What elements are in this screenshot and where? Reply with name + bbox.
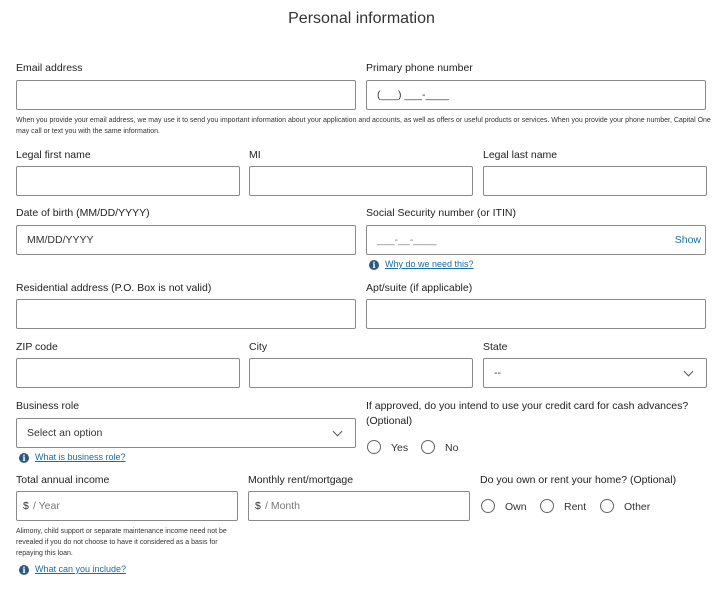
phone-field[interactable]	[366, 80, 706, 110]
last-name-label: Legal last name	[483, 149, 558, 161]
home-rent-label: Rent	[564, 501, 587, 513]
income-help-link[interactable]: What can you include?	[35, 564, 127, 574]
ssn-field[interactable]	[366, 225, 706, 255]
home-other-label: Other	[624, 501, 651, 513]
ssn-label: Social Security number (or ITIN)	[366, 207, 516, 219]
email-field[interactable]	[16, 80, 356, 110]
rent-prefix: $	[255, 500, 261, 512]
home-own-radio[interactable]	[481, 499, 495, 513]
contact-disclaimer: When you provide your email address, we may use it to send you important information about your application and accounts, as well as offers or useful products or services. When you provide your phone number, Capital One may call or text you with the same information.	[16, 117, 711, 135]
income-prefix: $	[23, 500, 29, 512]
city-label: City	[249, 341, 268, 353]
city-field[interactable]	[249, 358, 473, 388]
mi-field[interactable]	[249, 166, 473, 196]
phone-mask: (___) ___-____	[377, 89, 449, 101]
chevron-down-icon	[684, 367, 694, 377]
ssn-mask: ___-__-____	[377, 234, 437, 246]
income-note: Alimony, child support or separate maintenance income need not be revealed if you do not choose to have it considered as a basis for repaying this loan.	[16, 528, 227, 557]
rent-field[interactable]	[248, 491, 470, 521]
state-selected: --	[494, 367, 501, 379]
zip-label: ZIP code	[16, 341, 58, 353]
last-name-field[interactable]	[483, 166, 707, 196]
dob-label: Date of birth (MM/DD/YYYY)	[16, 207, 150, 219]
home-label: Do you own or rent your home? (Optional)	[480, 474, 677, 486]
chevron-down-icon	[333, 427, 343, 437]
ssn-show-button[interactable]: Show	[674, 234, 701, 246]
first-name-label: Legal first name	[16, 149, 91, 161]
page-title: Personal information	[288, 10, 435, 27]
cash-advance-yes-radio[interactable]	[367, 440, 381, 454]
state-select[interactable]	[483, 358, 707, 388]
apt-label: Apt/suite (if applicable)	[366, 282, 473, 294]
phone-label: Primary phone number	[366, 62, 473, 74]
cash-advance-label: If approved, do you intend to use your credit card for cash advances?	[366, 400, 689, 412]
home-own-label: Own	[505, 501, 527, 513]
rent-label: Monthly rent/mortgage	[248, 474, 354, 486]
business-role-selected: Select an option	[27, 427, 103, 439]
business-role-help-link[interactable]: What is business role?	[35, 452, 126, 462]
business-role-select[interactable]	[16, 418, 356, 448]
cash-advance-no-radio[interactable]	[421, 440, 435, 454]
state-label: State	[483, 341, 508, 353]
info-icon: i	[19, 453, 29, 463]
apt-field[interactable]	[366, 299, 706, 329]
dob-placeholder: MM/DD/YYYY	[27, 234, 94, 246]
mi-label: MI	[249, 149, 261, 161]
cash-advance-no-label: No	[445, 442, 459, 454]
why-need-link[interactable]: Why do we need this?	[385, 259, 474, 269]
home-rent-radio[interactable]	[540, 499, 554, 513]
dob-field[interactable]	[16, 225, 356, 255]
zip-field[interactable]	[16, 358, 240, 388]
cash-advance-optional: (Optional)	[366, 415, 413, 427]
first-name-field[interactable]	[16, 166, 240, 196]
info-icon: i	[19, 565, 29, 575]
address-field[interactable]	[16, 299, 356, 329]
income-placeholder: / Year	[33, 500, 60, 512]
rent-placeholder: / Month	[265, 500, 301, 512]
info-icon: i	[369, 260, 379, 270]
income-field[interactable]	[16, 491, 238, 521]
cash-advance-yes-label: Yes	[391, 442, 409, 454]
email-label: Email address	[16, 62, 83, 74]
home-other-radio[interactable]	[600, 499, 614, 513]
address-label: Residential address (P.O. Box is not valid)	[16, 282, 212, 294]
business-role-label: Business role	[16, 400, 80, 412]
income-label: Total annual income	[16, 474, 110, 486]
